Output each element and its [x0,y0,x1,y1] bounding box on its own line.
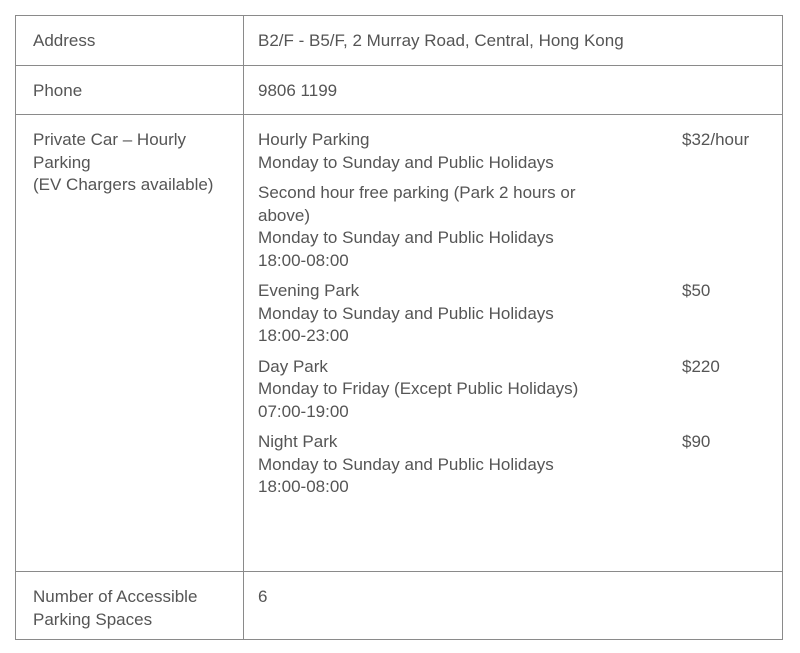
accessible-spaces-row [16,571,782,639]
rate-hourly-parking [258,129,768,174]
private-car-pricing-row [16,114,782,571]
rate-title: Evening Park [258,281,360,300]
rate-evening-park [258,280,768,348]
rate-days: Monday to Sunday and Public Holidays [258,303,554,323]
rate-days: Monday to Sunday and Public Holidays [258,152,554,172]
rate-title: Night Park [258,432,338,451]
rate-day-park [258,356,768,424]
rate-days: Monday to Sunday and Public Holidays [258,454,554,474]
rate-days: Monday to Sunday and Public Holidays [258,228,554,247]
rate-price: $32/hour [682,130,750,149]
rate-price [682,182,768,272]
car-park-info-table [15,15,783,640]
accessible-spaces-value: 6 [258,587,268,606]
private-car-label [16,115,244,571]
phone-row [16,65,782,114]
rate-time: 18:00-08:00 [258,477,349,496]
rate-title: Second hour free parking (Park 2 hours or above) [258,183,576,225]
phone-value: 9806 1199 [258,81,338,100]
rate-night-park [258,431,768,499]
private-car-label-line2: Parking [33,152,91,172]
accessible-label-line1: Number of Accessible [33,587,198,606]
address-label: Address [16,16,244,65]
accessible-spaces-label [16,572,244,639]
rate-title: Hourly Parking [258,130,370,149]
address-value: B2/F - B5/F, 2 Murray Road, Central, Hong Kong [258,31,624,50]
rate-time: 18:00-23:00 [258,326,349,345]
accessible-label-line2: Parking Spaces [33,609,153,629]
rate-title: Day Park [258,356,328,376]
pricing-list [244,115,782,571]
rate-price: $50 [682,281,711,300]
rate-time: 07:00-19:00 [258,401,349,421]
rate-price: $220 [682,356,720,376]
address-row [16,16,782,65]
rate-days: Monday to Friday (Except Public Holidays) [258,379,579,398]
rate-second-hour-free [258,182,768,272]
ev-chargers-note: (EV Chargers available) [33,175,214,194]
phone-label: Phone [16,66,244,114]
rate-price: $90 [682,432,711,451]
private-car-label-line1: Private Car – Hourly [33,130,187,149]
rate-time: 18:00-08:00 [258,250,349,270]
